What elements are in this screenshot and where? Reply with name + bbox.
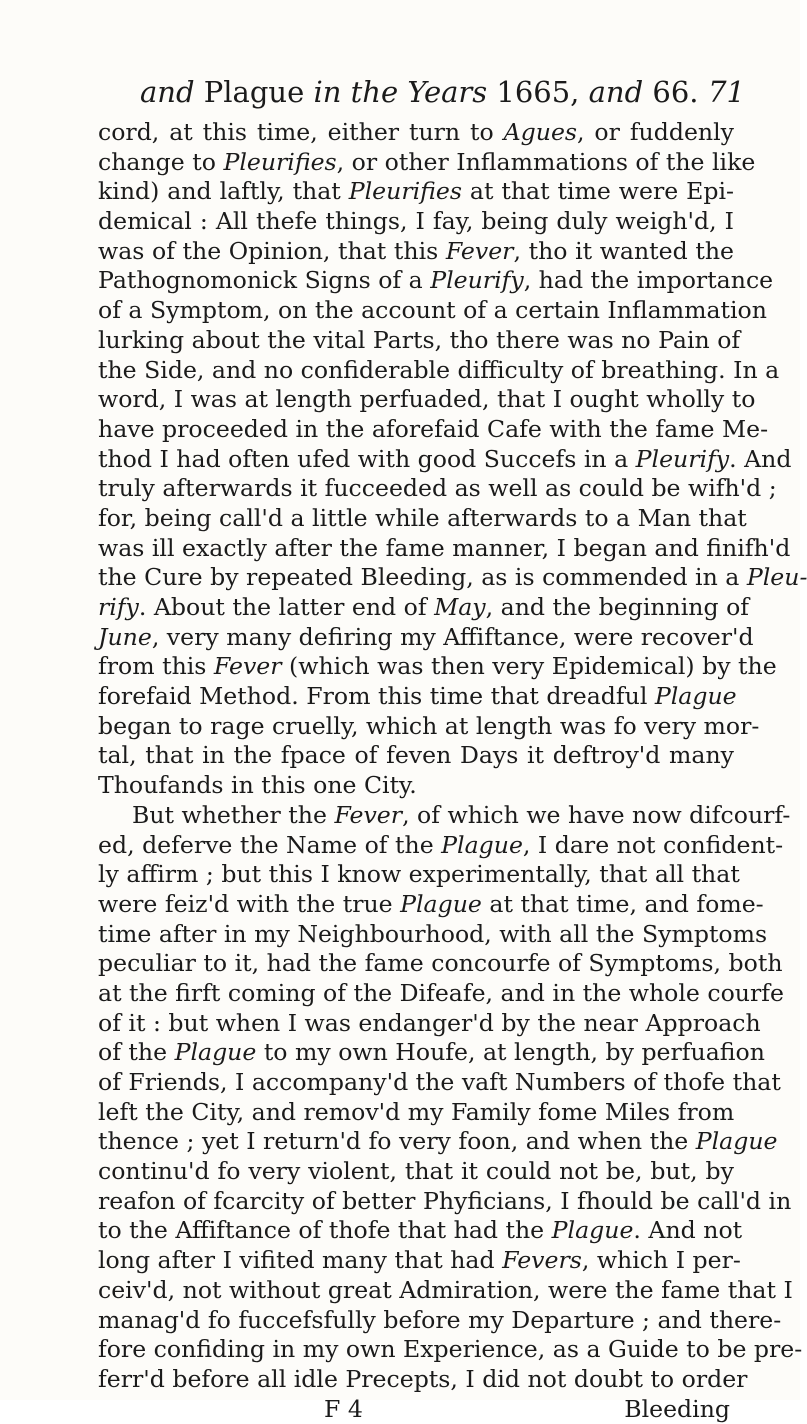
running-title-part: and bbox=[140, 75, 204, 109]
text-line bbox=[98, 682, 737, 712]
text-run: Thoufands in this one City. bbox=[98, 771, 417, 800]
text-line bbox=[98, 355, 780, 386]
text-run: fore confiding in my own Experience, as a Guide to be pre- bbox=[98, 1335, 803, 1364]
text-run: , or other Inflammations of the like bbox=[336, 147, 756, 176]
text-line bbox=[98, 919, 768, 950]
text-run: ed, deferve the Name of the bbox=[98, 830, 442, 859]
catch-line bbox=[98, 1395, 734, 1424]
text-run: of a Symptom, on the account of a certain Inflammation bbox=[98, 296, 767, 325]
italic-text: Pleurifies bbox=[223, 147, 337, 176]
text-line bbox=[98, 385, 756, 415]
text-line bbox=[98, 889, 764, 920]
text-run: , of which we have now difcourf- bbox=[402, 800, 791, 829]
italic-text: Fever bbox=[445, 236, 514, 265]
text-line bbox=[98, 474, 777, 504]
italic-text: Fever bbox=[213, 652, 282, 681]
text-run: ceiv'd, not without great Admiration, were the fame that I bbox=[98, 1275, 793, 1304]
text-line bbox=[98, 325, 741, 356]
page-number: 71 bbox=[708, 75, 745, 109]
italic-text: Plague bbox=[695, 1127, 778, 1156]
italic-text: rify bbox=[98, 593, 139, 621]
text-run: the Side, and no confiderable difficulty of breathing. In a bbox=[98, 355, 780, 384]
text-run: truly afterwards it fucceeded as well as could be wifh'd ; bbox=[98, 474, 777, 503]
text-line bbox=[98, 533, 791, 564]
text-line bbox=[98, 1068, 781, 1098]
text-line bbox=[98, 1098, 734, 1128]
text-run: to the Affiftance of thofe that had the bbox=[98, 1216, 552, 1245]
running-title-part: 1665, bbox=[496, 75, 589, 109]
italic-text: Plague bbox=[174, 1038, 257, 1067]
italic-text: Agues bbox=[503, 118, 578, 146]
text-run: from this bbox=[98, 652, 214, 681]
text-run: was of the Opinion, that this bbox=[98, 236, 446, 265]
text-line bbox=[98, 1335, 803, 1365]
text-run: , very many defiring my Affiftance, were recover'd bbox=[151, 622, 754, 651]
text-line bbox=[98, 978, 784, 1009]
text-run: . And bbox=[729, 444, 792, 473]
italic-text: Pleurify bbox=[430, 266, 524, 295]
running-title bbox=[140, 72, 699, 112]
running-title-part: 66. bbox=[652, 75, 699, 109]
text-line bbox=[98, 741, 734, 771]
text-line bbox=[98, 444, 792, 475]
text-run: have proceeded in the aforefaid Cafe with the fame Me- bbox=[98, 414, 769, 443]
italic-text: Fevers bbox=[502, 1246, 582, 1275]
running-head bbox=[95, 72, 745, 112]
text-line bbox=[98, 1216, 743, 1246]
text-line bbox=[98, 207, 734, 237]
text-run: , and the beginning of bbox=[485, 593, 750, 621]
text-run: for, being call'd a little while afterwards to a Man that bbox=[98, 503, 747, 532]
text-line bbox=[98, 1246, 741, 1276]
text-run: thence ; yet I return'd fo very foon, and when the bbox=[98, 1127, 696, 1156]
italic-text: Plague bbox=[400, 889, 482, 918]
italic-text: Pleurify bbox=[635, 444, 730, 473]
running-title-part: Plague bbox=[203, 75, 314, 109]
text-line bbox=[98, 296, 767, 326]
text-run: was ill exactly after the fame manner, I began and finifh'd bbox=[98, 533, 791, 562]
text-run: manag'd fo fuccefsfully before my Departure ; and there- bbox=[98, 1305, 782, 1334]
text-line bbox=[98, 414, 769, 445]
text-line bbox=[98, 237, 734, 267]
text-run: long after I vifited many that had bbox=[98, 1246, 503, 1275]
text-run: Pathognomonick Signs of a bbox=[98, 266, 431, 295]
text-line bbox=[98, 503, 747, 534]
text-run: to my own Houfe, at length, by perfuafion bbox=[256, 1038, 765, 1067]
text-line bbox=[98, 860, 740, 890]
text-run: were feiz'd with the true bbox=[98, 889, 401, 918]
italic-text: Pleurifies bbox=[348, 177, 462, 206]
text-line bbox=[98, 177, 734, 207]
text-line bbox=[98, 830, 784, 861]
text-run: thod I had often ufed with good Succefs in a bbox=[98, 444, 636, 473]
italic-text: Plague bbox=[551, 1216, 634, 1245]
text-line bbox=[98, 711, 760, 742]
text-run: demical : All thefe things, I fay, being duly weigh'd, I bbox=[98, 207, 734, 236]
italic-text: Plague bbox=[441, 830, 523, 859]
text-line bbox=[98, 1038, 765, 1068]
text-run: the Cure by repeated Bleeding, as is commended in a bbox=[98, 563, 747, 592]
signature-mark: F 4 bbox=[324, 1394, 363, 1423]
text-run: of it : but when I was endanger'd by the near Approach bbox=[98, 1008, 761, 1037]
text-line bbox=[98, 1008, 761, 1039]
text-line bbox=[98, 771, 734, 801]
text-line bbox=[98, 1275, 793, 1306]
text-line bbox=[98, 1127, 778, 1157]
text-line bbox=[98, 949, 783, 979]
text-run: of Friends, I accompany'd the vaft Numbers of thofe that bbox=[98, 1068, 781, 1096]
text-run: , had the importance bbox=[523, 266, 774, 295]
text-run: time after in my Neighbourhood, with all the Symptoms bbox=[98, 919, 768, 948]
text-run: But whether the bbox=[132, 800, 335, 829]
text-run: , I dare not confident- bbox=[522, 830, 784, 859]
text-run: , tho it wanted the bbox=[513, 236, 734, 265]
text-run: . And not bbox=[633, 1216, 743, 1245]
text-run: continu'd fo very violent, that it could not be, but, by bbox=[98, 1157, 734, 1186]
text-line bbox=[98, 147, 756, 178]
text-line bbox=[98, 1364, 748, 1395]
text-line bbox=[98, 1157, 734, 1187]
italic-text: Pleu- bbox=[746, 563, 807, 592]
text-run: of the bbox=[98, 1038, 175, 1067]
text-run: ly affirm ; but this I know experimentally, that all that bbox=[98, 860, 740, 889]
text-run: . About the latter end of bbox=[138, 593, 435, 621]
text-run: lurking about the vital Parts, tho there was no Pain of bbox=[98, 325, 741, 354]
text-line bbox=[98, 563, 807, 593]
text-run: at that time were Epi- bbox=[461, 177, 734, 206]
text-run: kind) and laftly, that bbox=[98, 177, 349, 206]
text-run: peculiar to it, had the fame concourfe of Symptoms, both bbox=[98, 949, 783, 978]
text-run: tal, that in the fpace of feven Days it deftroy'd many bbox=[98, 741, 734, 770]
text-run: ferr'd before all idle Precepts, I did not doubt to order bbox=[98, 1364, 748, 1393]
italic-text: Fever bbox=[334, 800, 403, 829]
running-title-part: and bbox=[588, 75, 653, 109]
text-line bbox=[98, 652, 777, 682]
text-run: , which I per- bbox=[581, 1246, 741, 1275]
text-run: at that time, and fome- bbox=[481, 889, 764, 918]
text-run: reafon of fcarcity of better Phyficians, I fhould be call'd in bbox=[98, 1186, 792, 1215]
text-line bbox=[98, 1186, 792, 1217]
running-title-part: in the Years bbox=[313, 75, 497, 109]
text-line bbox=[98, 1305, 782, 1336]
text-run: at the firft coming of the Difeafe, and in the whole courfe bbox=[98, 978, 784, 1007]
text-run: , or fuddenly bbox=[577, 118, 734, 146]
text-line bbox=[98, 593, 750, 623]
text-line bbox=[98, 266, 774, 296]
text-run: cord, at this time, either turn to bbox=[98, 118, 504, 146]
text-run: change to bbox=[98, 147, 224, 176]
text-run: (which was then very Epidemical) by the bbox=[281, 652, 777, 681]
text-run: word, I was at length perfuaded, that I ought wholly to bbox=[98, 385, 756, 414]
italic-text: May bbox=[434, 593, 486, 621]
text-run: left the City, and remov'd my Family fome Miles from bbox=[98, 1097, 735, 1126]
body-text bbox=[98, 118, 807, 1424]
text-line bbox=[98, 118, 734, 148]
text-line bbox=[98, 800, 791, 831]
italic-text: June bbox=[98, 622, 152, 651]
text-line bbox=[98, 622, 754, 653]
catchword: Bleeding bbox=[624, 1394, 730, 1423]
text-run: began to rage cruelly, which at length was fo very mor- bbox=[98, 711, 760, 740]
italic-text: Plague bbox=[654, 682, 737, 711]
text-run: forefaid Method. From this time that dreadful bbox=[98, 682, 655, 711]
